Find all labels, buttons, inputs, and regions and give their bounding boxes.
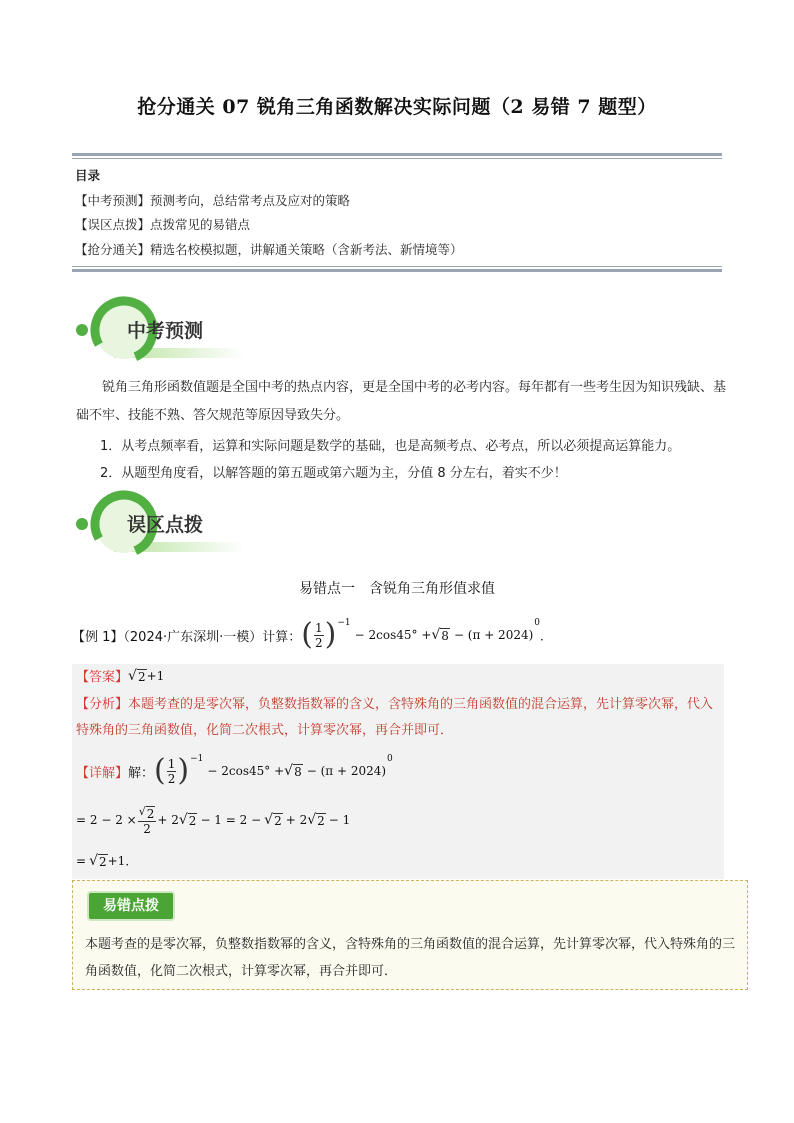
pitfall-tip-label: 易错点拨 [87, 891, 175, 921]
example-problem [72, 617, 553, 652]
divider-toc-bottom [72, 266, 722, 272]
section-title-forecast: 中考预测 [127, 320, 204, 342]
toc-item-pitfalls[interactable]: 【误区点拨】点拨常见的易错点 [75, 217, 251, 232]
toc-item-practice[interactable]: 【抢分通关】精选名校模拟题，讲解通关策略（含新考法、新情境等） [75, 241, 463, 257]
detail-line-3: = √ 2 +1． [76, 852, 138, 869]
forecast-point-2: 2．从题型角度看，以解答题的第五题或第六题为主，分值 8 分左右，着实不少！ [100, 466, 567, 481]
answer-line: 【答案】 √ 2 +1 [76, 667, 165, 685]
section-header-pitfalls [74, 490, 264, 562]
section-header-forecast [74, 296, 264, 368]
toc-heading: 目录 [75, 168, 101, 183]
pitfall-tip-box [72, 880, 748, 990]
detail-line-2: = 2 − 2 × √ 2 2 + 2 √ 2 − 1 = 2 − √ 2 + 2 √ 2 − 1 [76, 805, 351, 836]
forecast-intro: 锐角三角形函数值题是全国中考的热点内容，更是全国中考的必考内容。每年都有一些考生因为知识残缺、基础不牢、技能不熟、答欠规范等原因导致失分。 [76, 380, 727, 423]
example-label: 【例 1】（2024·广东深圳·一模）计算： [72, 629, 302, 645]
divider-top [72, 153, 722, 159]
forecast-point-1: 1．从考点频率看，运算和实际问题是数学的基础，也是高频考点、必考点，所以必须提高运算能力。 [100, 439, 681, 454]
page-title: 抢分通关 07 锐角三角函数解决实际问题（2 易错 7 题型） [137, 96, 657, 118]
section-title-pitfalls: 误区点拨 [127, 514, 204, 536]
example-expression: ( $\frac{1}{2}$ ) −1 − 2cos45° + √ 8 − (π + 2024) 0 ． [301, 617, 553, 652]
detail-line-1: 【详解】 解： ( $\frac{1}{2}$ ) −1 − 2cos45° + √ 8 − (π + 2024) 0 [76, 753, 393, 788]
pitfall-tip-text: 本题考查的是零次幂，负整数指数幂的含义，含特殊角的三角函数值的混合运算，先计算零次幂，代入特殊角的三角函数值，化简二次根式，计算零次幂，再合并即可． [85, 937, 736, 979]
analysis-line: 【分析】本题考查的是零次幂，负整数指数幂的含义，含特殊角的三角函数值的混合运算，先计算零次幂，代入特殊角的三角函数值，化简二次根式，计算零次幂，再合并即可． [76, 697, 714, 738]
pitfall-subheading: 易错点一 含锐角三角形值求值 [299, 581, 495, 597]
table-of-contents [75, 164, 463, 262]
toc-item-forecast[interactable]: 【中考预测】预测考向，总结常考点及应对的策略 [75, 192, 351, 208]
solution-block [72, 664, 724, 879]
